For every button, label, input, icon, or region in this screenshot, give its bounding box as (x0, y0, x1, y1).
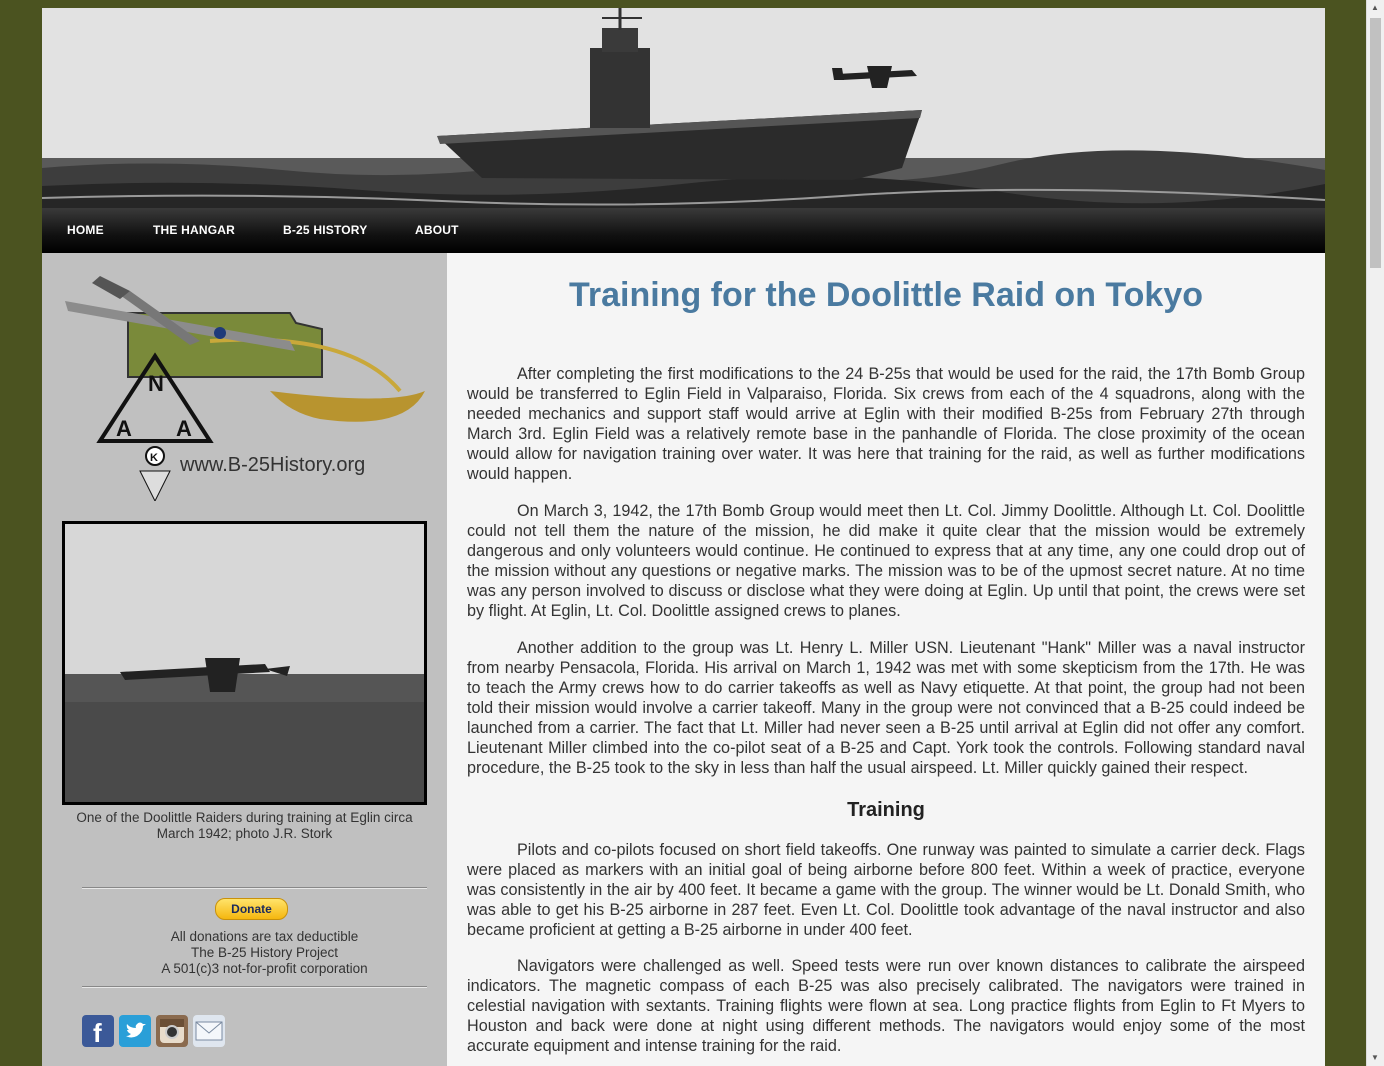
article-paragraph: Pilots and co-pilots focused on short field takeoffs. One runway was painted to simulate a carrier deck. Flags were placed as markers with an initial goal of being airborne before 800 feet. Within a week of practice, everyone was consistently in the air by 400 feet. It became a game with the group. The winner would be Lt. Donald Smith, who was able to get his B-25 airborne in 287 feet. Even Lt. Col. Doolittle took advantage of the naval instructor and also became proficient at getting a B-25 airborne in under 400 feet. (467, 841, 1305, 939)
donation-line: A 501(c)3 not-for-profit corporation (161, 961, 368, 976)
svg-text:A: A (176, 416, 192, 441)
article-paragraph: Another addition to the group was Lt. Henry L. Miller USN. Lieutenant "Hank" Miller was a naval instructor from nearby Pensacola, Florida. His arrival on March 1, 1942 was met with some skepticism from the 17th. He was to teach the Army crews how to do carrier takeoffs as well as Navy etiquette. At that point, the group had not been told their mission would involve a carrier takeoff. Many in the group were not convinced that a B-25 could indeed be launched from a carrier. The fact that Lt. Miller had never seen a B-25 until arrival at Eglin did not offer any comfort. Lieutenant Miller climbed into the co-pilot seat of a B-25 and Capt. York took the controls. Following standard naval procedure, the B-25 took to the sky in less than half the usual airspeed. Lt. Miller quickly gained their respect. (467, 639, 1305, 777)
svg-text:K: K (150, 452, 158, 464)
vertical-scrollbar[interactable] (1366, 0, 1384, 1066)
article-paragraph: Navigators were challenged as well. Speed tests were run over known distances to calibrate the airspeed indicators. The magnetic compass of each B-25 was also precisely calibrated. The navigators were trained in celestial navigation with sextants. Training flights were flown at sea. Long practice flights from Eglin to Ft Myers to Houston and back were done at night using different methods. The navigators would enjoy some of the most accurate equipment and intense training for the raid. (467, 957, 1305, 1055)
photo-caption: One of the Doolittle Raiders during training at Eglin circa March 1942; photo J.R. Stork (76, 810, 413, 841)
carrier-banner-image (42, 8, 1325, 208)
scroll-down-icon[interactable]: ▼ (1371, 1053, 1379, 1062)
svg-text:A: A (116, 416, 132, 441)
twitter-icon[interactable] (119, 1015, 151, 1047)
b25-logo-icon (60, 271, 430, 501)
page-container (42, 8, 1325, 1066)
divider (82, 887, 427, 889)
nav-b25-history[interactable]: B-25 HISTORY (283, 223, 368, 237)
svg-text:f: f (93, 1018, 102, 1047)
scroll-up-icon[interactable]: ▲ (1371, 3, 1379, 12)
article-paragraph: After completing the first modifications to the 24 B-25s that would be used for the raid, the 17th Bomb Group would be transferred to Eglin Field in Valparaiso, Florida. Six crews from each of the 4 squadrons, along with the needed mechanics and support staff would arrive at Eglin with their modified B-25s from February 27th through March 3rd. Eglin Field was a relatively remote base in the panhandle of Florida. The close proximity of the ocean would allow for navigation training over water. It was here that training for the raid, as well as further modifications would happen. (467, 365, 1305, 483)
facebook-icon[interactable] (82, 1015, 114, 1047)
nav-home[interactable]: HOME (67, 223, 104, 237)
email-icon[interactable] (193, 1015, 225, 1047)
donation-line: The B-25 History Project (190, 945, 339, 960)
page-title: Training for the Doolittle Raid on Tokyo (568, 276, 1204, 314)
article-paragraph: On March 3, 1942, the 17th Bomb Group would meet then Lt. Col. Jimmy Doolittle. Although Lt. Col. Doolittle could not tell them the nature of the mission, he did make it quite clear that the mission would be extremely dangerous and only volunteers would continue. He continued to express that at any time, any one could drop out of the mission without any questions or negative marks. The mission was to be of the upmost secret nature. At no time was any person involved to discuss or disclose what they were doing at Eglin. Up until that point, the crews were set by flight. At Eglin, Lt. Col. Doolittle assigned crews to planes. (467, 502, 1305, 620)
nav-about[interactable]: ABOUT (415, 223, 459, 237)
article-content (467, 253, 1305, 1056)
site-logo[interactable] (60, 271, 430, 506)
scroll-thumb[interactable] (1370, 18, 1381, 268)
sidebar (42, 253, 447, 1066)
donation-line: All donations are tax deductible (170, 929, 359, 944)
nav-the-hangar[interactable]: THE HANGAR (153, 223, 235, 237)
divider (82, 986, 427, 988)
svg-text:N: N (148, 371, 164, 396)
header-banner (42, 8, 1325, 208)
instagram-icon[interactable] (156, 1015, 188, 1047)
donate-button[interactable]: Donate (215, 898, 288, 920)
donation-info (82, 929, 447, 977)
b25-takeoff-photo (65, 524, 424, 802)
section-heading-training: Training (847, 799, 925, 821)
training-photo (62, 521, 427, 805)
main-nav (42, 208, 1325, 253)
logo-url-text: www.B-25History.org (180, 454, 366, 476)
